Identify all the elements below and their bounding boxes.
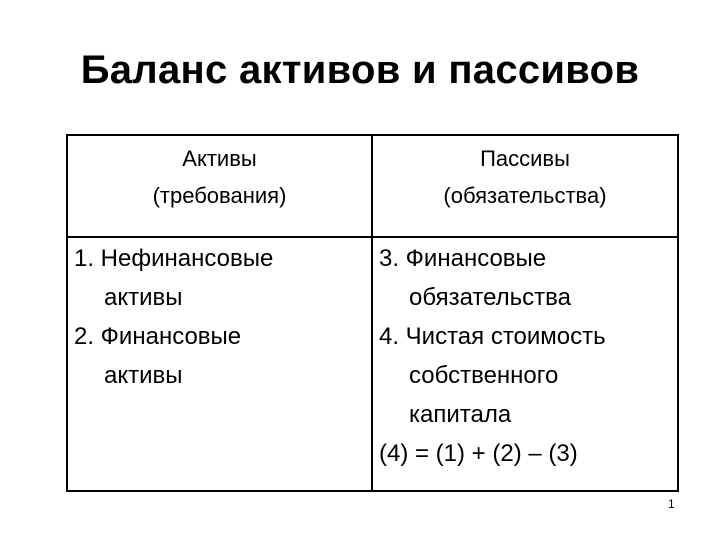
assets-item-2: 2. Финансовые	[74, 323, 242, 350]
slide-title: Баланс активов и пассивов	[80, 48, 640, 92]
balance-equation: (4) = (1) + (2) – (3)	[379, 440, 578, 467]
liabilities-header-cell	[372, 135, 678, 237]
assets-header-subtitle: (требования)	[152, 183, 287, 208]
assets-list-cell	[67, 237, 372, 491]
assets-item-1-continuation: активы	[104, 284, 183, 311]
liabilities-item-4-continuation-2: капитала	[409, 401, 512, 428]
liabilities-item-4-continuation-1: собственного	[409, 362, 559, 389]
assets-item-2-continuation: активы	[104, 362, 183, 389]
liabilities-item-3-continuation: обязательства	[409, 284, 571, 311]
assets-header-cell	[67, 135, 372, 237]
page-number: 1	[668, 497, 675, 511]
table-body-row	[67, 237, 678, 491]
liabilities-item-3: 3. Финансовые	[379, 245, 547, 272]
liabilities-list-cell	[372, 237, 678, 491]
liabilities-header-title: Пассивы	[480, 146, 570, 171]
assets-header-title: Активы	[182, 146, 257, 171]
table-header-row	[67, 135, 678, 237]
liabilities-item-4: 4. Чистая стоимость	[379, 323, 606, 350]
balance-table	[66, 134, 679, 492]
assets-item-1: 1. Нефинансовые	[74, 245, 274, 272]
liabilities-header-subtitle: (обязательства)	[443, 183, 607, 208]
